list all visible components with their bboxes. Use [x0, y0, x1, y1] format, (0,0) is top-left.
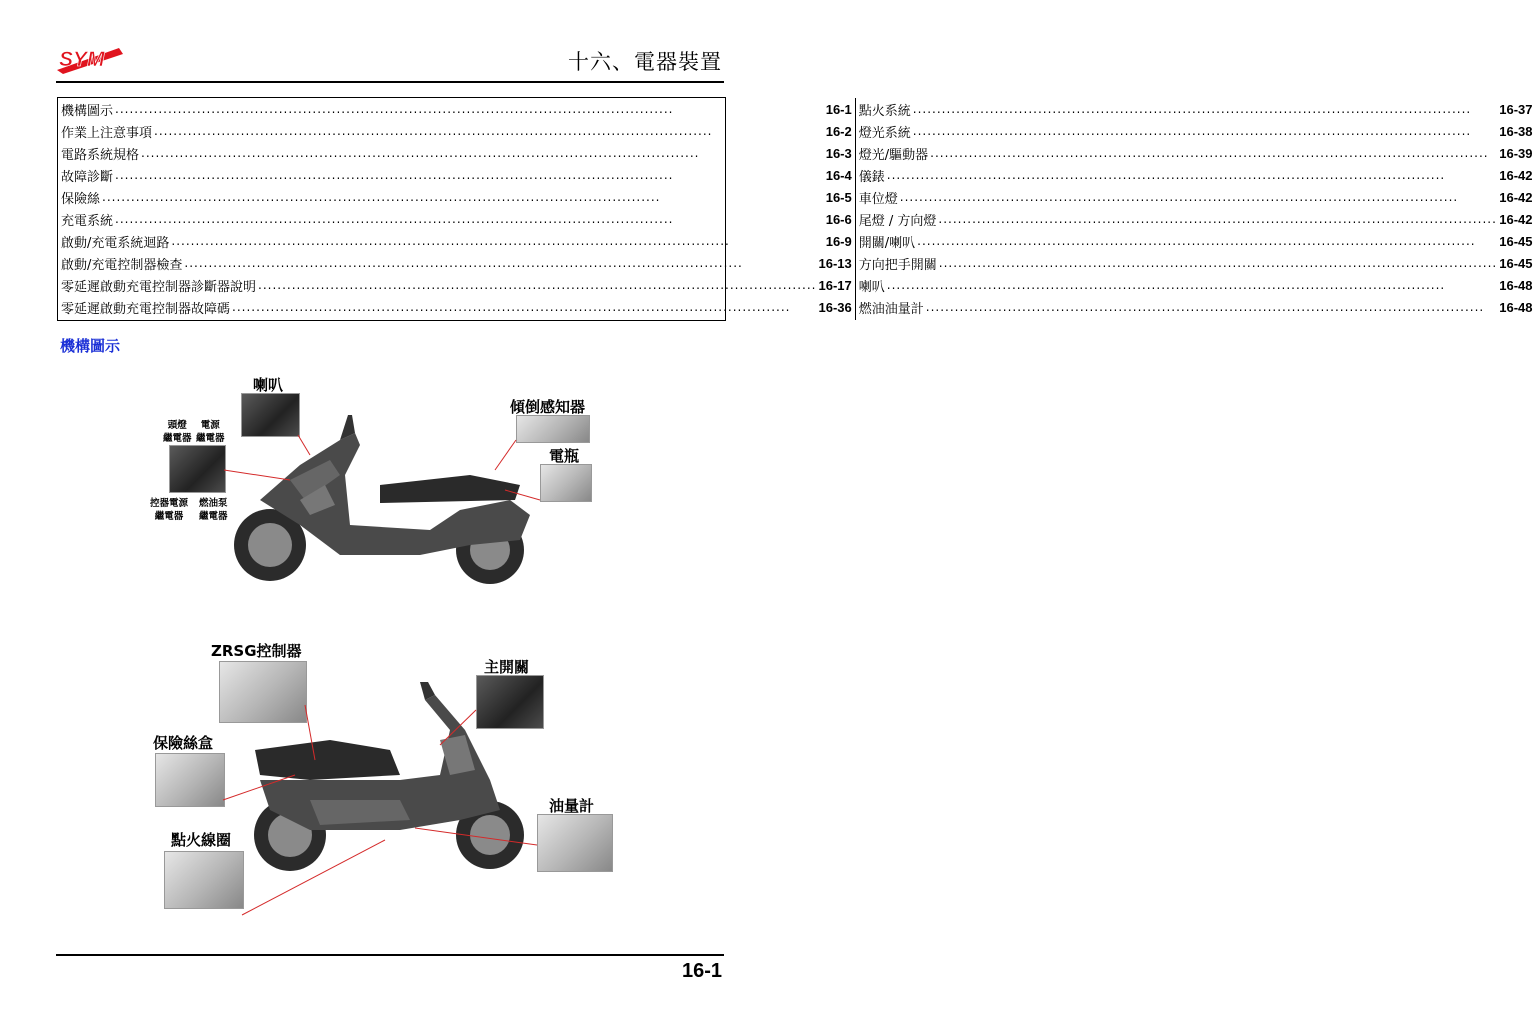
toc-table	[57, 97, 1533, 321]
tilt-sensor-photo	[516, 415, 590, 443]
battery-photo	[540, 464, 592, 502]
toc-leader	[930, 146, 1497, 160]
logo-text: SYM	[59, 48, 105, 71]
toc-page: 16-42	[1499, 211, 1533, 227]
toc-row[interactable]	[856, 98, 1536, 120]
toc-leader	[171, 234, 823, 248]
toc-row[interactable]	[58, 98, 855, 120]
toc-title: 機構圖示	[61, 103, 114, 119]
fuel-gauge-photo	[537, 814, 613, 872]
toc-page: 16-37	[1499, 101, 1533, 117]
toc-leader	[115, 102, 824, 116]
toc-page: 16-36	[818, 299, 852, 315]
toc-row[interactable]	[58, 208, 855, 230]
toc-leader	[913, 124, 1497, 138]
main-switch-label: 主開關	[484, 658, 530, 676]
horn-label: 喇叭	[253, 376, 284, 394]
toc-title: 車位燈	[858, 191, 898, 207]
toc-title: 電路系統規格	[61, 147, 140, 163]
toc-leader	[917, 234, 1497, 248]
toc-page: 16-45	[1499, 255, 1533, 271]
toc-leader	[926, 300, 1497, 314]
toc-page: 16-5	[825, 189, 852, 205]
toc-row[interactable]	[856, 208, 1536, 230]
zrsg-controller-photo	[219, 661, 307, 723]
header-rule	[56, 81, 724, 83]
toc-page: 16-6	[825, 211, 852, 227]
toc-row[interactable]	[856, 142, 1536, 164]
toc-title: 點火系統	[858, 103, 911, 119]
toc-row[interactable]	[856, 186, 1536, 208]
toc-title: 零延遲啟動充電控制器診斷器說明	[61, 279, 257, 295]
main-switch-photo	[476, 675, 544, 729]
toc-leader	[938, 212, 1497, 226]
section-heading: 機構圖示	[60, 337, 121, 355]
toc-row[interactable]	[58, 296, 855, 318]
toc-page: 16-3	[825, 145, 852, 161]
toc-page: 16-9	[825, 233, 852, 249]
headlight-relay-label: 頭燈 繼電器	[163, 420, 192, 444]
toc-leader	[115, 212, 824, 226]
battery-label: 電瓶	[549, 447, 580, 465]
toc-page: 16-2	[825, 123, 852, 139]
ignition-coil-label: 點火線圈	[171, 831, 232, 849]
zrsg-controller-label: ZRSG控制器	[211, 642, 302, 660]
toc-leader	[258, 278, 816, 292]
toc-page: 16-48	[1499, 277, 1533, 293]
toc-page: 16-48	[1499, 299, 1533, 315]
toc-page: 16-45	[1499, 233, 1533, 249]
toc-page: 16-42	[1499, 189, 1533, 205]
toc-title: 故障診斷	[61, 169, 114, 185]
toc-leader	[115, 168, 824, 182]
controller-power-relay-label: 控器電源 繼電器	[150, 498, 189, 522]
tilt-sensor-label: 傾倒感知器	[510, 398, 586, 416]
toc-title: 燈光/驅動器	[858, 147, 929, 163]
toc-leader	[913, 102, 1497, 116]
toc-title: 啟動/充電控制器檢查	[61, 257, 183, 273]
toc-leader	[141, 146, 824, 160]
fuel-pump-relay-label: 燃油泵 繼電器	[199, 498, 228, 522]
fuse-box-label: 保險絲盒	[153, 734, 214, 752]
toc-row[interactable]	[58, 252, 855, 274]
toc-row[interactable]	[58, 120, 855, 142]
toc-title: 燈光系統	[858, 125, 911, 141]
toc-page: 16-39	[1499, 145, 1533, 161]
toc-page: 16-13	[818, 255, 852, 271]
power-relay-label: 電源 繼電器	[196, 420, 225, 444]
toc-row[interactable]	[856, 164, 1536, 186]
toc-leader	[232, 300, 816, 314]
toc-title: 方向把手開關	[858, 257, 937, 273]
page-number: 16-1	[681, 960, 722, 982]
ignition-coil-photo	[164, 851, 244, 909]
toc-title: 開關/喇叭	[858, 235, 916, 251]
horn-photo	[241, 393, 300, 437]
toc-row[interactable]	[856, 296, 1536, 318]
toc-row[interactable]	[58, 186, 855, 208]
toc-title: 啟動/充電系統迴路	[61, 235, 170, 251]
relay-photo	[169, 445, 226, 493]
toc-page: 16-17	[818, 277, 852, 293]
sym-logo	[55, 44, 125, 74]
toc-title: 零延遲啟動充電控制器故障碼	[61, 301, 231, 317]
toc-leader	[102, 190, 824, 204]
toc-title: 儀錶	[858, 169, 885, 185]
toc-leader	[887, 278, 1497, 292]
toc-row[interactable]	[58, 230, 855, 252]
toc-row[interactable]	[856, 230, 1536, 252]
fuel-gauge-label: 油量計	[549, 797, 595, 815]
toc-leader	[154, 124, 824, 138]
toc-right-column	[855, 98, 1536, 320]
fuse-box-photo	[155, 753, 225, 807]
toc-leader	[939, 256, 1497, 270]
toc-leader	[184, 256, 816, 270]
toc-row[interactable]	[856, 274, 1536, 296]
toc-leader	[900, 190, 1497, 204]
toc-title: 喇叭	[858, 279, 885, 295]
toc-page: 16-4	[825, 167, 852, 183]
toc-title: 保險絲	[61, 191, 101, 207]
toc-page: 16-38	[1499, 123, 1533, 139]
toc-title: 尾燈 / 方向燈	[858, 213, 937, 229]
toc-left-column	[58, 98, 855, 320]
toc-title: 作業上注意事項	[61, 125, 153, 141]
toc-row[interactable]	[58, 164, 855, 186]
toc-title: 充電系統	[61, 213, 114, 229]
footer-rule	[56, 954, 724, 956]
toc-row[interactable]	[856, 252, 1536, 274]
toc-row[interactable]	[856, 120, 1536, 142]
toc-leader	[887, 168, 1497, 182]
chapter-title: 十六、電器裝置	[568, 50, 722, 74]
toc-row[interactable]	[58, 274, 855, 296]
toc-page: 16-42	[1499, 167, 1533, 183]
toc-title: 燃油油量計	[858, 301, 924, 317]
toc-row[interactable]	[58, 142, 855, 164]
toc-page: 16-1	[825, 101, 852, 117]
